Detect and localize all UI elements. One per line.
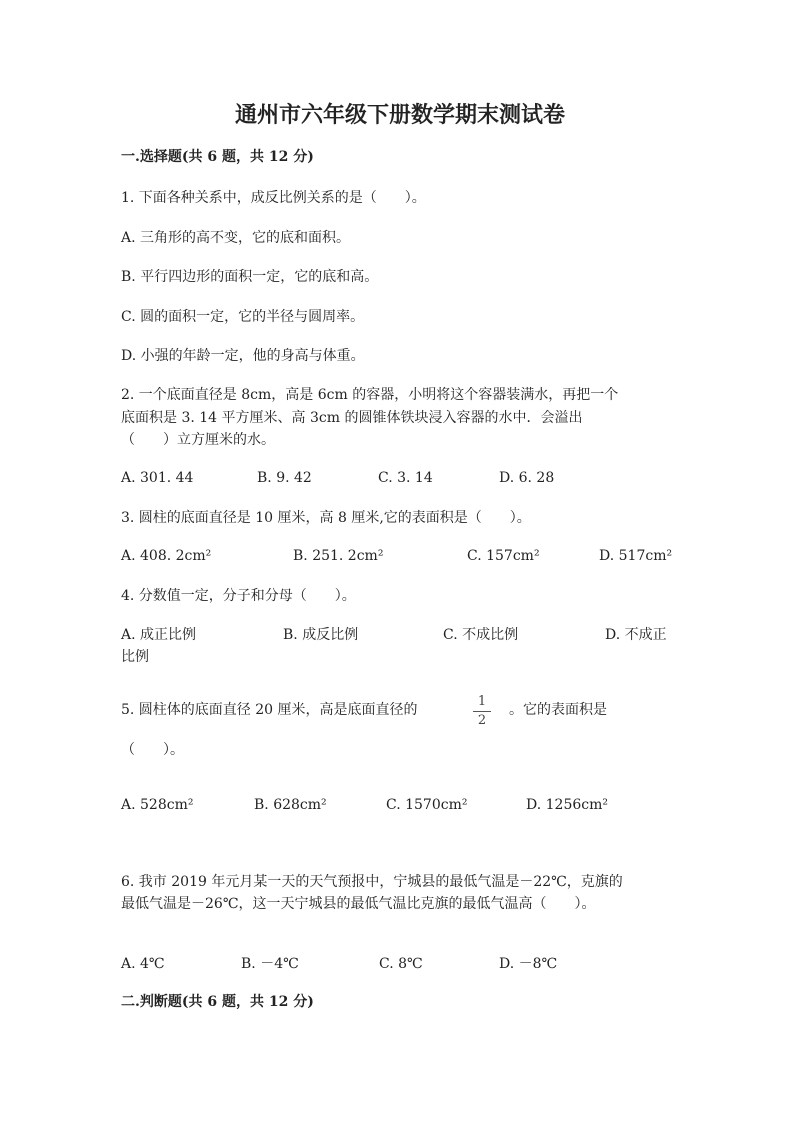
- question-4-option-b: B. 成反比例: [283, 627, 359, 643]
- question-3-option-a: A. 408. 2cm²: [121, 548, 212, 564]
- question-6-option-d: D. －8℃: [499, 956, 558, 972]
- question-2-stem-line2: 底面积是 3. 14 平方厘米、高 3cm 的圆锥体铁块浸入容器的水中．会溢出: [121, 410, 583, 426]
- question-6-stem-line1: 6. 我市 2019 年元月某一天的天气预报中，宁城县的最低气温是－22℃，克旗的: [121, 874, 623, 890]
- fraction-one-half: [471, 694, 493, 729]
- question-2-option-a: A. 301. 44: [121, 470, 194, 486]
- question-2-stem-line3: （ ）立方厘米的水。: [121, 432, 275, 448]
- question-1-option-d: D. 小强的年龄一定，他的身高与体重。: [121, 348, 365, 364]
- question-5-option-c: C. 1570cm²: [386, 797, 468, 813]
- question-6-option-b: B. －4℃: [241, 956, 299, 972]
- question-5-option-d: D. 1256cm²: [526, 797, 608, 813]
- question-1-option-a: A. 三角形的高不变，它的底和面积。: [121, 230, 351, 246]
- question-3-stem: 3. 圆柱的底面直径是 10 厘米，高 8 厘米,它的表面积是（ ）。: [121, 510, 531, 526]
- question-2-option-d: D. 6. 28: [499, 470, 555, 486]
- question-3-option-b: B. 251. 2cm²: [293, 548, 384, 564]
- question-2-stem-line1: 2. 一个底面直径是 8cm，高是 6cm 的容器，小明将这个容器装满水，再把一个: [121, 387, 619, 403]
- question-5-stem-start: 5. 圆柱体的底面直径 20 厘米，高是底面直径的: [121, 702, 418, 718]
- question-5-stem-line2: （ ）。: [121, 742, 184, 758]
- question-1-stem: 1. 下面各种关系中，成反比例关系的是（ ）。: [121, 190, 426, 206]
- question-2-option-c: C. 3. 14: [378, 470, 433, 486]
- question-2-option-b: B. 9. 42: [257, 470, 312, 486]
- question-4-option-a: A. 成正比例: [121, 627, 197, 643]
- question-1-option-c: C. 圆的面积一定，它的半径与圆周率。: [121, 309, 365, 325]
- question-1-option-b: B. 平行四边形的面积一定，它的底和高。: [121, 269, 379, 285]
- question-6-option-c: C. 8℃: [379, 956, 423, 972]
- question-4-option-d: D. 不成正: [605, 627, 667, 643]
- question-4-option-d-continued: 比例: [121, 649, 149, 665]
- question-5-option-a: A. 528cm²: [121, 797, 194, 813]
- question-5-stem-end: 。它的表面积是: [509, 702, 607, 718]
- question-3-option-d: D. 517cm²: [599, 548, 673, 564]
- question-4-stem: 4. 分数值一定，分子和分母（ ）。: [121, 588, 356, 604]
- fraction-numerator: 1: [477, 694, 487, 709]
- section-heading-choice: 一.选择题(共 6 题，共 12 分): [121, 149, 314, 165]
- fraction-bar: [473, 711, 491, 712]
- fraction-denominator: 2: [477, 713, 487, 728]
- question-6-option-a: A. 4℃: [121, 956, 165, 972]
- page-title: 通州市六年级下册数学期末测试卷: [234, 102, 565, 128]
- question-6-stem-line2: 最低气温是－26℃，这一天宁城县的最低气温比克旗的最低气温高（ ）。: [121, 896, 596, 912]
- question-4-option-c: C. 不成比例: [443, 627, 519, 643]
- question-5-option-b: B. 628cm²: [254, 797, 327, 813]
- section-heading-judgement: 二.判断题(共 6 题，共 12 分): [121, 994, 314, 1010]
- question-3-option-c: C. 157cm²: [467, 548, 540, 564]
